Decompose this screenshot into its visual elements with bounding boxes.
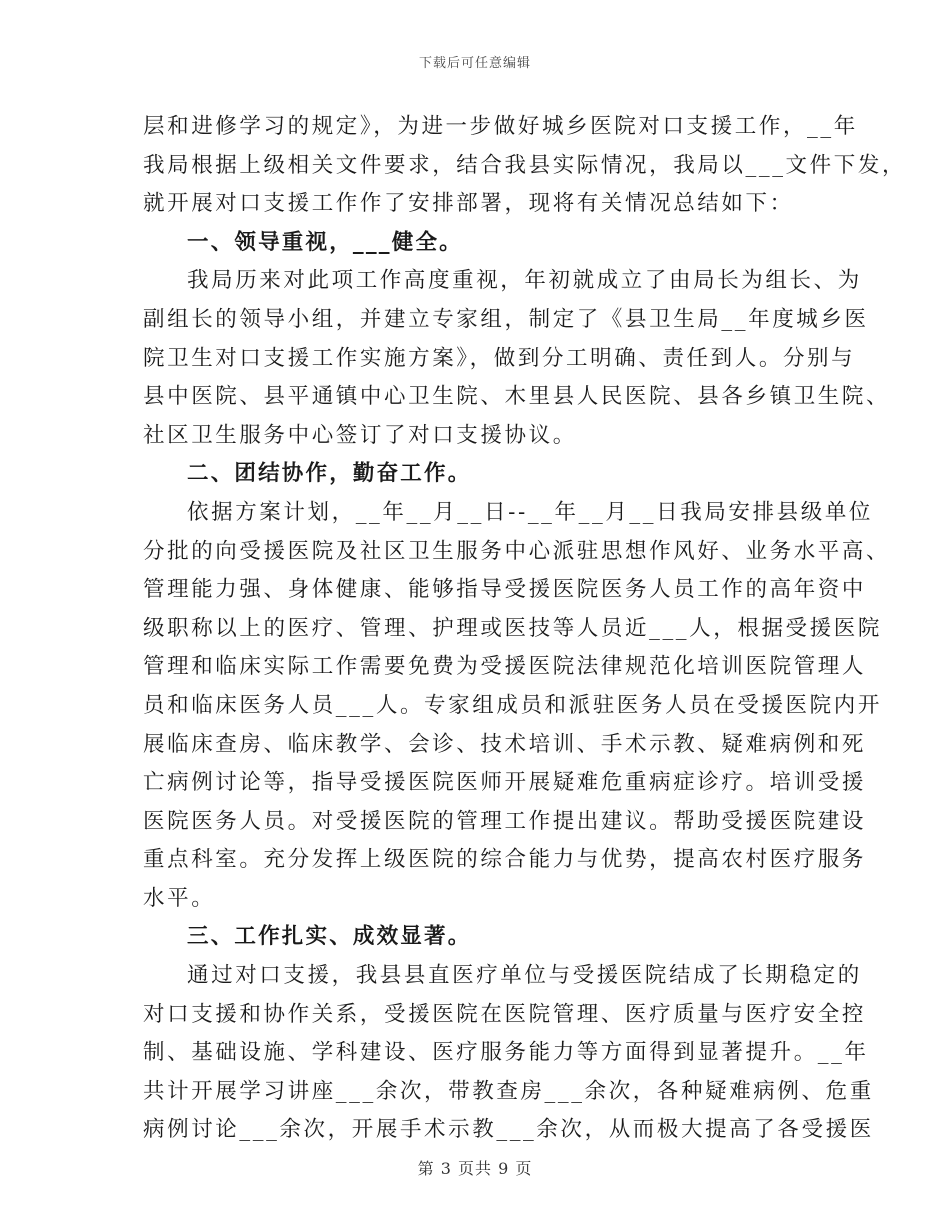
page-footer: 第 3 页共 9 页 xyxy=(417,1159,533,1178)
text-line: 病例讨论___余次，开展手术示教___余次，从而极大提高了各受援医 xyxy=(143,1117,874,1143)
section-heading: 一、领导重视，___健全。 xyxy=(187,229,463,255)
text-line: 我局历来对此项工作高度重视，年初就成立了由局长为组长、为 xyxy=(187,268,862,294)
text-line: 社区卫生服务中心签订了对口支援协议。 xyxy=(143,422,577,448)
page-header: 下载后可任意编辑 xyxy=(418,56,531,71)
text-line: 共计开展学习讲座___余次，带教查房___余次，各种疑难病例、危重 xyxy=(143,1078,874,1104)
text-line: 副组长的领导小组，并建立专家组，制定了《县卫生局__年度城乡医 xyxy=(143,306,869,332)
text-line: 分批的向受援医院及社区卫生服务中心派驻思想作风好、业务水平高、 xyxy=(143,538,891,564)
text-line: 对口支援和协作关系，受援医院在医院管理、医疗质量与医疗安全控 xyxy=(143,1001,867,1027)
text-line: 通过对口支援，我县县直医疗单位与受援医院结成了长期稳定的 xyxy=(187,963,862,989)
text-line: 水平。 xyxy=(143,885,216,911)
text-line: 就开展对口支援工作作了安排部署，现将有关情况总结如下： xyxy=(143,191,794,217)
section-heading: 二、团结协作，勤奋工作。 xyxy=(187,461,472,487)
text-line: 亡病例讨论等，指导受援医院医师开展疑难危重病症诊疗。培训受援 xyxy=(143,770,867,796)
text-line: 员和临床医务人员___人。专家组成员和派驻医务人员在受援医院内开 xyxy=(143,692,882,718)
text-line: 我局根据上级相关文件要求，结合我县实际情况，我局以___文件下发， xyxy=(143,152,907,178)
text-line: 县中医院、县平通镇中心卫生院、木里县人民医院、县各乡镇卫生院、 xyxy=(143,384,891,410)
text-line: 管理能力强、身体健康、能够指导受援医院医务人员工作的高年资中 xyxy=(143,577,867,603)
section-heading: 三、工作扎实、成效显著。 xyxy=(187,924,472,950)
text-line: 管理和临床实际工作需要免费为受援医院法律规范化培训医院管理人 xyxy=(143,654,867,680)
text-line: 医院医务人员。对受援医院的管理工作提出建议。帮助受援医院建设 xyxy=(143,808,867,834)
text-line: 制、基础设施、学科建设、医疗服务能力等方面得到显著提升。__年 xyxy=(143,1040,869,1066)
document-body xyxy=(143,108,907,1150)
text-line: 院卫生对口支援工作实施方案》，做到分工明确、责任到人。分别与 xyxy=(143,345,856,371)
text-line: 展临床查房、临床教学、会诊、技术培训、手术示教、疑难病例和死 xyxy=(143,731,867,757)
text-line: 级职称以上的医疗、管理、护理或医技等人员近___人，根据受援医院 xyxy=(143,615,882,641)
text-line: 依据方案计划，__年__月__日--__年__月__日我局安排县级单位 xyxy=(187,499,874,525)
text-line: 层和进修学习的规定》，为进一步做好城乡医院对口支援工作，__年 xyxy=(143,114,858,139)
text-line: 重点科室。充分发挥上级医院的综合能力与优势，提高农村医疗服务 xyxy=(143,847,867,873)
